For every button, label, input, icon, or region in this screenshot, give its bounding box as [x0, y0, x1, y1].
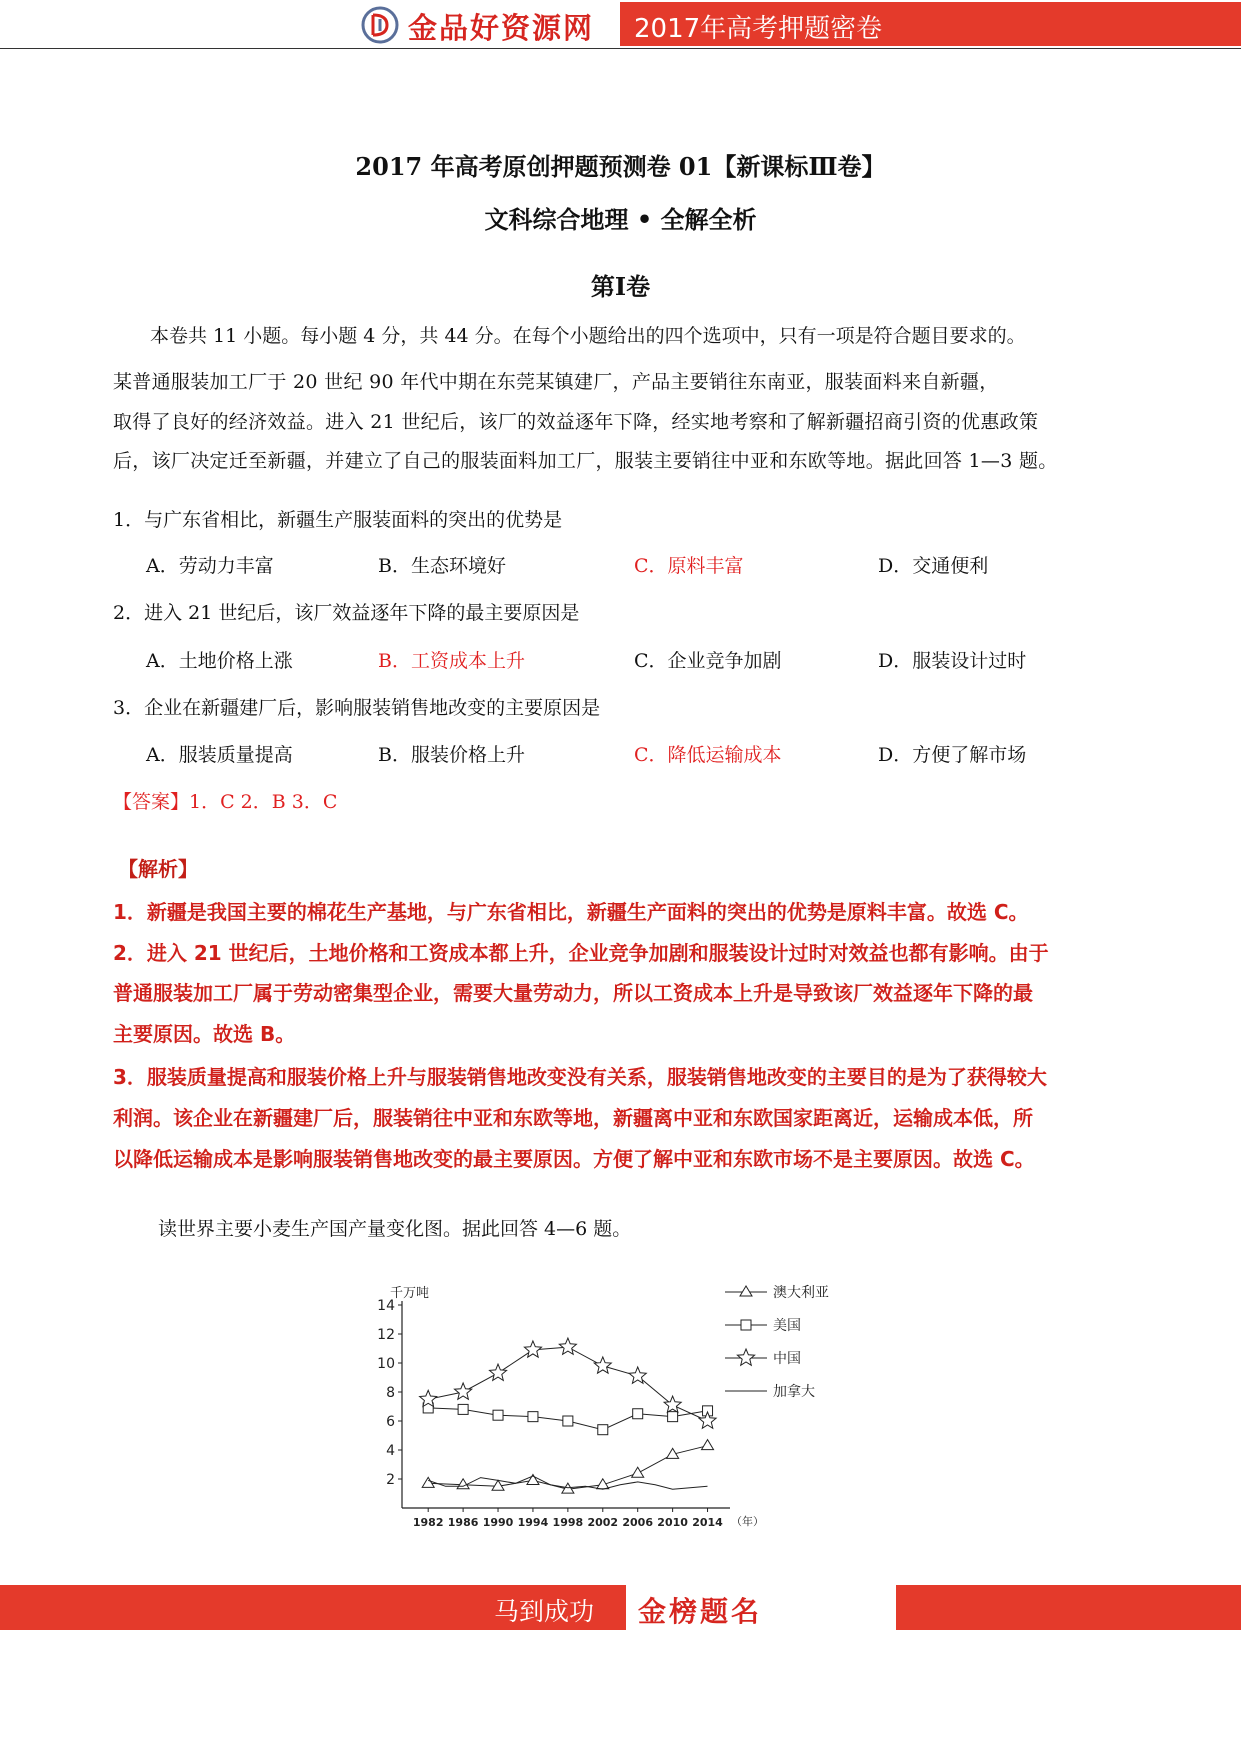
x-tick-label: 2010 [657, 1516, 688, 1529]
legend-marker [740, 1286, 752, 1296]
data-point [632, 1467, 644, 1477]
data-point [563, 1416, 573, 1426]
y-tick-label: 4 [386, 1443, 395, 1459]
header-banner-text: 2017年高考押题密卷 [634, 14, 883, 44]
brand-name: 金品好资源网 [408, 11, 595, 45]
page-header [0, 0, 1241, 50]
data-point [490, 1364, 507, 1380]
x-tick-label: 1994 [517, 1516, 549, 1529]
x-tick-label: 2006 [622, 1516, 654, 1529]
x-tick-label: 2002 [587, 1516, 619, 1529]
y-axis-label: 千万吨 [390, 1286, 430, 1301]
option: D．服装设计过时 [878, 650, 1027, 672]
option: B．生态环境好 [378, 555, 506, 577]
data-point [668, 1412, 678, 1422]
legend-label: 加拿大 [773, 1384, 815, 1400]
data-point [594, 1357, 611, 1373]
analysis-line: 1．新疆是我国主要的棉花生产基地，与广东省相比，新疆生产面料的突出的优势是原料丰富。故选 C。 [113, 900, 1029, 924]
footer-slogan-left: 马到成功 [494, 1597, 595, 1626]
instructions: 本卷共 11 小题。每小题 4 分，共 44 分。在每个小题给出的四个选项中，只有一项是符合题目要求的。 [150, 325, 1026, 347]
analysis-line: 以降低运输成本是影响服装销售地改变的最主要原因。方便了解中亚和东欧市场不是主要原因。故选 C。 [113, 1147, 1035, 1171]
paper-subtitle: 文科综合地理 • 全解全析 [484, 205, 757, 234]
page-footer [0, 1585, 1241, 1630]
y-tick-label: 8 [386, 1385, 395, 1401]
data-point [493, 1410, 503, 1420]
header-banner [620, 2, 1241, 46]
chart-intro: 读世界主要小麦生产国产量变化图。据此回答 4—6 题。 [158, 1218, 632, 1240]
legend-label: 澳大利亚 [773, 1285, 829, 1301]
option: A．服装质量提高 [146, 744, 293, 766]
data-point [528, 1412, 538, 1422]
wheat-production-chart [360, 1280, 900, 1540]
option-correct: C．降低运输成本 [634, 744, 782, 766]
paper-title: 2017 年高考原创押题预测卷 01【新课标Ⅲ卷】 [355, 152, 886, 181]
header-divider [0, 48, 1241, 49]
footer-slogan-right: 金榜题名 [638, 1595, 763, 1628]
answer-key: 【答案】1．C 2．B 3．C [113, 791, 338, 813]
analysis-heading: 【解析】 [118, 857, 198, 881]
data-point [422, 1477, 434, 1487]
passage-line: 取得了良好的经济效益。进入 21 世纪后，该厂的效益逐年下降，经实地考察和了解新疆招商引资的优惠政策 [113, 411, 1039, 433]
question-stem: 2．进入 21 世纪后，该厂效益逐年下降的最主要原因是 [113, 602, 580, 624]
question-stem: 3．企业在新疆建厂后，影响服装销售地改变的主要原因是 [113, 697, 601, 719]
x-tick-label: 1986 [447, 1516, 479, 1529]
x-tick-label: 2014 [692, 1516, 723, 1529]
data-point [524, 1341, 541, 1357]
legend-marker [741, 1320, 751, 1330]
data-point [699, 1412, 716, 1428]
data-point [664, 1396, 681, 1412]
x-axis-unit: （年） [731, 1515, 764, 1528]
question-stem: 1．与广东省相比，新疆生产服装面料的突出的优势是 [113, 509, 563, 531]
option: B．服装价格上升 [378, 744, 525, 766]
data-point [598, 1425, 608, 1435]
x-tick-label: 1998 [552, 1516, 584, 1529]
analysis-line: 利润。该企业在新疆建厂后，服装销往中亚和东欧等地，新疆离中亚和东欧国家距离近，运输成本低，所 [113, 1106, 1033, 1130]
option-correct: C．原料丰富 [634, 555, 744, 577]
legend-marker [737, 1349, 754, 1365]
y-tick-label: 10 [377, 1356, 395, 1372]
data-point [458, 1404, 468, 1414]
passage-line: 某普通服装加工厂于 20 世纪 90 年代中期在东莞某镇建厂，产品主要销往东南亚，服装面料来自新疆， [113, 371, 999, 393]
data-point [559, 1338, 576, 1354]
series-line [428, 1347, 707, 1421]
section-title: 第Ⅰ卷 [590, 272, 651, 301]
option: A．劳动力丰富 [146, 555, 274, 577]
y-tick-label: 14 [377, 1298, 395, 1314]
legend-label: 中国 [773, 1351, 801, 1367]
option: D．交通便利 [878, 555, 989, 577]
data-point [702, 1440, 714, 1450]
x-tick-label: 1982 [412, 1516, 444, 1529]
y-tick-label: 2 [386, 1472, 395, 1488]
option: A．土地价格上涨 [146, 650, 293, 672]
y-tick-label: 12 [377, 1327, 395, 1343]
chart-legend [725, 1284, 829, 1400]
option: C．企业竞争加剧 [634, 650, 782, 672]
y-tick-label: 6 [386, 1414, 395, 1430]
data-point [455, 1383, 472, 1399]
jp-circle-logo-icon [360, 5, 400, 45]
data-point [633, 1409, 643, 1419]
analysis-line: 3．服装质量提高和服装价格上升与服装销售地改变没有关系，服装销售地改变的主要目的是为了获得较大 [113, 1065, 1047, 1089]
analysis-line: 2．进入 21 世纪后，土地价格和工资成本都上升，企业竞争加剧和服装设计过时对效益也都有影响。由于 [113, 941, 1049, 965]
x-tick-label: 1990 [482, 1516, 514, 1529]
analysis-line: 主要原因。故选 B。 [113, 1022, 296, 1046]
analysis-line: 普通服装加工厂属于劳动密集型企业，需要大量劳动力，所以工资成本上升是导致该厂效益逐年下降的最 [113, 981, 1033, 1005]
legend-label: 美国 [773, 1318, 801, 1334]
option-correct: B．工资成本上升 [378, 650, 525, 672]
option: D．方便了解市场 [878, 744, 1027, 766]
passage-line: 后，该厂决定迁至新疆，并建立了自己的服装面料加工厂，服装主要销往中亚和东欧等地。据此回答 1—3 题。 [113, 450, 1058, 472]
chart-series [420, 1338, 716, 1493]
